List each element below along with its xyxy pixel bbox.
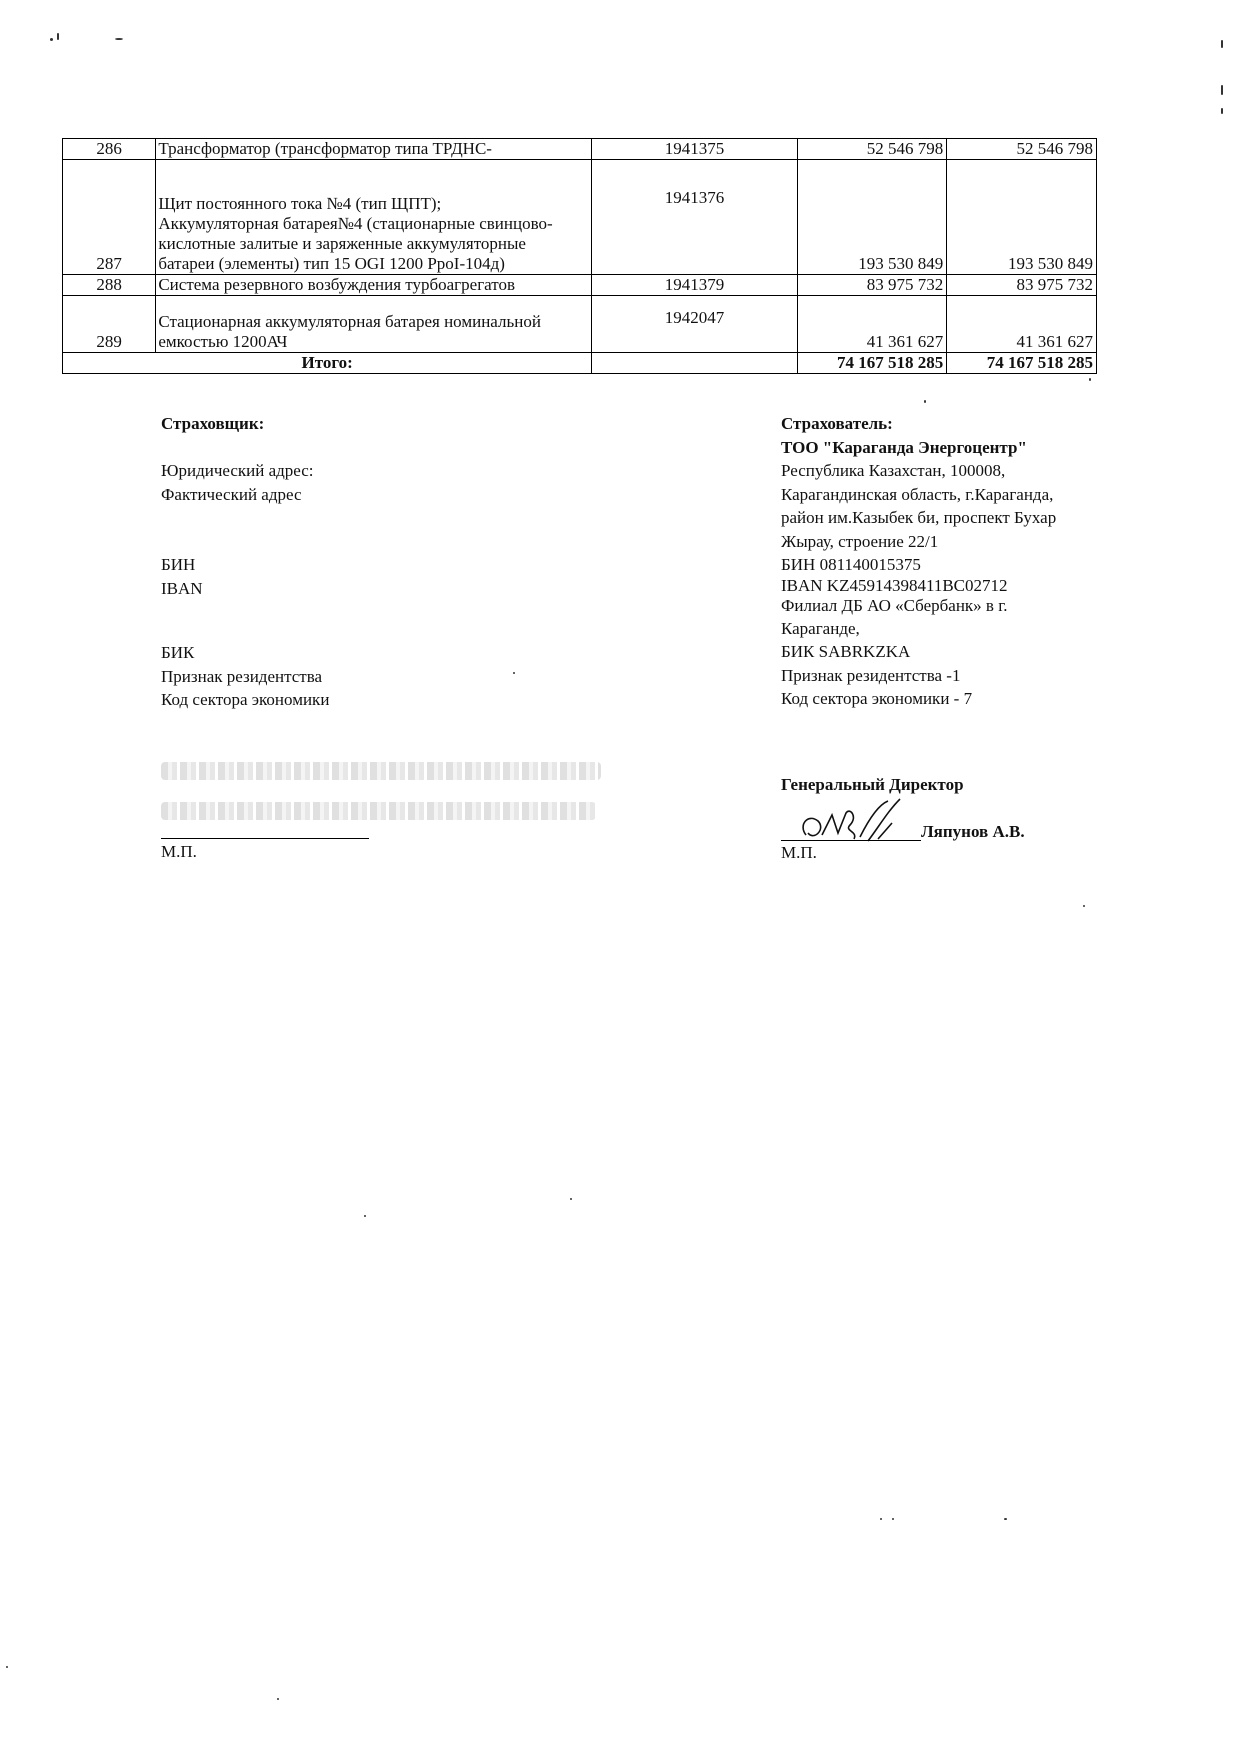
item-value: 193 530 849 — [797, 160, 947, 275]
scan-speck — [1083, 905, 1085, 907]
address-line: Карагандинская область, г.Караганда, — [781, 484, 1054, 504]
scan-speck — [1221, 40, 1223, 48]
row-number: 287 — [63, 160, 156, 275]
table-row — [63, 275, 1097, 296]
scan-speck — [277, 1698, 279, 1700]
handwritten-signature — [788, 795, 928, 845]
item-name — [156, 296, 592, 353]
total-label: Итого: — [63, 353, 592, 374]
iban-label: IBAN — [161, 578, 203, 598]
row-number: 286 — [63, 139, 156, 160]
scan-speck — [115, 38, 123, 40]
insurer-signature-line — [161, 838, 369, 839]
director-title: Генеральный Директор — [781, 775, 964, 794]
inventory-code: 1941379 — [592, 275, 797, 296]
scan-speck — [50, 38, 53, 41]
item-sum-insured: 52 546 798 — [947, 139, 1097, 160]
scan-speck — [6, 1666, 8, 1668]
insured-details — [781, 412, 1101, 711]
scan-speck — [1221, 85, 1223, 95]
actual-address-label: Фактический адрес — [161, 484, 302, 504]
item-value: 83 975 732 — [797, 275, 947, 296]
total-value: 74 167 518 285 — [797, 353, 947, 374]
table-row — [63, 139, 1097, 160]
scan-speck — [1004, 1518, 1007, 1520]
total-row — [63, 353, 1097, 374]
insured-sector: Код сектора экономики - 7 — [781, 689, 973, 708]
residency-label: Признак резидентства — [161, 666, 323, 686]
insurer-title: Страховщик: — [161, 414, 265, 433]
redacted-line — [161, 802, 596, 820]
inventory-code: 1941376 — [592, 160, 797, 275]
legal-address-label: Юридический адрес: — [161, 461, 314, 480]
insured-signature-line — [781, 840, 921, 841]
insurer-signature-block-blurred — [161, 762, 601, 842]
insured-bin: БИН 081140015375 — [781, 555, 921, 574]
scan-speck — [1089, 378, 1091, 381]
sector-label: Код сектора экономики — [161, 690, 330, 709]
address-line: Республика Казахстан, 100008, — [781, 461, 1006, 480]
item-sum-insured: 193 530 849 — [947, 160, 1097, 275]
scan-speck — [880, 1518, 882, 1520]
item-name-line: емкостью 1200АЧ — [158, 332, 288, 351]
insured-bank: Филиал ДБ АО «Сбербанк» в г. — [781, 595, 1008, 615]
insurer-details — [161, 412, 581, 712]
scan-speck — [1221, 108, 1223, 114]
insured-bank: Караганде, — [781, 618, 860, 638]
scan-speck — [57, 33, 59, 40]
item-name-line: кислотные залитые и заряженные аккумуляторные — [158, 234, 526, 253]
scan-speck — [570, 1198, 572, 1200]
item-sum-insured: 83 975 732 — [947, 275, 1097, 296]
item-name-line: Щит постоянного тока №4 (тип ЩПТ); — [158, 194, 442, 213]
insured-org-name: ТОО "Караганда Энергоцентр" — [781, 437, 1027, 457]
scan-speck — [892, 1518, 894, 1520]
row-number: 288 — [63, 275, 156, 296]
bik-label: БИК — [161, 643, 195, 662]
insured-stamp-label: М.П. — [781, 843, 817, 862]
item-name-line: батареи (элементы) тип 15 OGI 1200 PpoI-104д) — [158, 254, 505, 273]
bin-label: БИН — [161, 555, 196, 574]
address-line: Жырау, строение 22/1 — [781, 531, 939, 551]
table-row — [63, 296, 1097, 353]
total-empty-cell — [592, 353, 797, 374]
item-name — [156, 160, 592, 275]
item-value: 52 546 798 — [797, 139, 947, 160]
item-name-line: Аккумуляторная батарея№4 (стационарные свинцово- — [158, 214, 553, 233]
scan-speck — [924, 400, 926, 403]
item-value: 41 361 627 — [797, 296, 947, 353]
insured-items-table — [62, 138, 1097, 374]
total-sum-insured: 74 167 518 285 — [947, 353, 1097, 374]
item-name-line: Стационарная аккумуляторная батарея номинальной — [158, 312, 541, 331]
item-name: Система резервного возбуждения турбоагрегатов — [156, 275, 592, 296]
insured-iban: IBAN KZ45914398411BC02712 — [781, 575, 1008, 595]
insured-bik: БИК SABRKZKA — [781, 642, 911, 661]
address-line: район им.Казыбек би, проспект Бухар — [781, 508, 1057, 527]
item-sum-insured: 41 361 627 — [947, 296, 1097, 353]
inventory-code: 1942047 — [592, 296, 797, 353]
redacted-line — [161, 762, 601, 780]
inventory-code: 1941375 — [592, 139, 797, 160]
director-name: Ляпунов А.В. — [921, 822, 1025, 841]
item-name: Трансформатор (трансформатор типа ТРДНС- — [156, 139, 592, 160]
scan-speck — [364, 1215, 366, 1217]
insured-residency: Признак резидентства -1 — [781, 665, 961, 685]
row-number: 289 — [63, 296, 156, 353]
insured-title: Страхователь: — [781, 414, 893, 433]
table-row — [63, 160, 1097, 275]
insurer-stamp-label: М.П. — [161, 842, 197, 861]
